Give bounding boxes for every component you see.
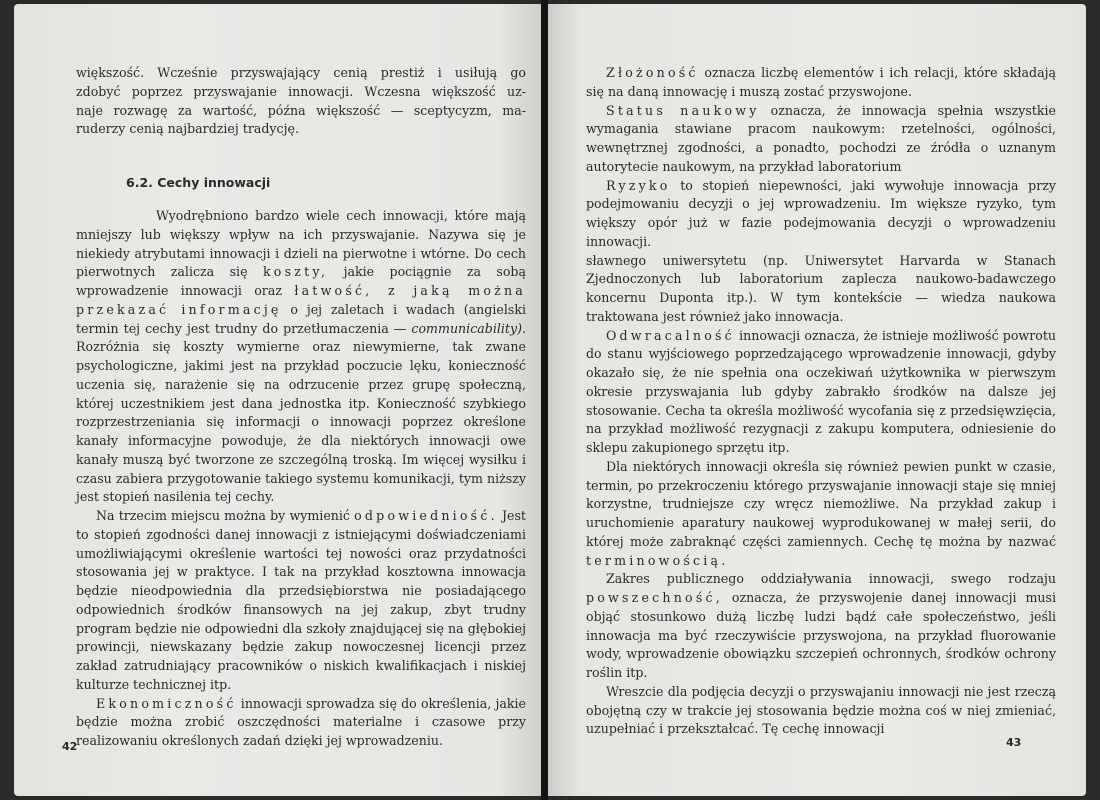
paragraph-text: oznacza, że innowacja spełnia wszystkie wymagania stawiane pracom naukowym: rzetelności, ogólności, wewnętrznej zgodności, a ponadto, pochodzi ze źródła o uznanym autorytecie naukowym, na przykład laboratorium: [586, 102, 1056, 174]
term-suitability: odpowiedniość.: [354, 508, 498, 523]
paragraph-text: innowacji sprowadza się do określenia, jakie będzie można zrobić oszczędności materialne i czasowe przy realizowaniu określonych zadań dzięki jej wprowadzeniu.: [76, 695, 526, 748]
paragraph-text: Na trzecim miejscu można by wymienić: [96, 508, 350, 523]
paragraph-suitability: [76, 507, 526, 695]
paragraph-text: Dla niektórych innowacji określa się również pewien punkt w czasie, termin, po przekroczeniu którego przyswajanie innowacji staje się mniej korzystne, trudniejsze czy wręcz niemożliwe. Na przykład zakup i uruchomienie aparatury naukowej wyprodukowanej w małej serii, do której może zabraknąć części zamiennych. Cechę tę można by nazwać: [586, 458, 1056, 549]
page-number-left: 42: [62, 740, 78, 753]
paragraph-text: Wyodrębniono bardzo wiele cech innowacji, które mają mniejszy lub większy wpływ na ich przyswajanie. Nazywa się je niekiedy atrybutami innowacji i dzieli na pierwotne i wtórne. Do cech pierwotnych zalicza się: [76, 208, 526, 280]
section-heading: 6.2. Cechy innowacji: [126, 175, 271, 190]
paragraph-text: jakie pociągnie za sobą wprowadzenie innowacji oraz: [76, 264, 526, 298]
paragraph-continuation: sławnego uniwersytetu (np. Uniwersytet Harvarda w Stanach Zjednoczonych lub laboratorium zaplecza naukowo-badawczego koncernu Duponta itp.). W tym kontekście — wiedza naukowa traktowana jest również jako innowacja.: [586, 252, 1056, 324]
paragraph-text: Zakres publicznego oddziaływania innowacji, swego rodzaju: [606, 571, 1056, 587]
page-number-right: 43: [1006, 736, 1022, 749]
english-term: communicability).: [411, 320, 526, 336]
intro-line: ruderzy cenią najbardziej tradycję.: [76, 121, 299, 137]
left-page: [14, 4, 541, 796]
paragraph-reversibility: [586, 327, 1056, 458]
right-page: [548, 4, 1086, 796]
paragraph-text: Rozróżnia się koszty wymierne oraz niewymierne, tak zwane psychologiczne, jakimi jest na przykład poczucie lęku, konieczność uczenia się, narażenie się na odrzucenie przez grupę społeczną, której uczestnikiem jest dana jednostka itp. Konieczność szybkiego rozprzestrzeniania się informacji o innowacji poprzez określone kanały informacyjne powoduje, że dla niektórych innowacji owe kanały muszą być tworzone ze szczególną troską. Im więcej wysiłku i czasu zabiera przygotowanie takiego systemu komunikacji, tym niższy jest stopień nasilenia tej cechy.: [76, 339, 526, 505]
intro-line: zdobyć poprzez przyswajanie innowacji. Wczesna większość uz-: [76, 83, 526, 99]
paragraph-text: oznacza liczbę elementów i ich relacji, które składają się na daną innowację i muszą zostać przyswojone.: [586, 65, 1056, 99]
paragraph-text: Jest to stopień zgodności danej innowacji z istniejącymi doświadczeniami umożliwiającymi określenie wartości tej nowości oraz przydatności stosowania jej w praktyce. I tak na przykład kosztowna innowacja będzie nieodpowiednia dla przedsiębiorstwa nie posiadającego odpowiednich środków finansowych na jej zakup, zbyt trudny program będzie nie odpowiedni dla szkoły znajdującej się na głębokiej prowincji, niewskazany będzie zakup nowoczesnej licencji przez zakład zatrudniający pracowników o niskich kwalifikacjach i niskiej kulturze technicznej itp.: [76, 508, 526, 692]
term-universality: powszechność,: [586, 590, 723, 605]
paragraph-text: oznacza, że przyswojenie danej innowacji musi objąć stosunkowo dużą liczbę ludzi bądź całe społeczeństwo, jeśli innowacja ma być rzeczywiście przyswojona, na przykład fluorowanie wody, wprowadzenie obowiązku szczepień ochronnych, środków ochrony roślin itp.: [586, 590, 1056, 680]
intro-line: większość. Wcześnie przyswajający cenią prestiż i usiłują go: [76, 65, 526, 80]
paragraph-universality: [586, 570, 1056, 683]
section-heading-block: [126, 174, 426, 193]
intro-line: naje rozwagę za wartość, późna większość — sceptycyzm, ma-: [76, 102, 526, 118]
term-economy: Ekonomiczność: [96, 695, 237, 711]
paragraph-scientific-status: [586, 102, 1056, 177]
term-communicability: łatwość, z jaką można przekazać informację: [76, 283, 526, 317]
left-page-body: [76, 207, 526, 751]
term-costs: koszty,: [262, 264, 329, 280]
paragraph-risk: [586, 177, 1056, 252]
term-reversibility: Odwracalność: [606, 327, 735, 343]
term-scientific-status: Status naukowy: [606, 102, 760, 118]
paragraph-economy: [76, 695, 526, 751]
left-page-intro: [76, 64, 526, 139]
paragraph-complexity: [586, 64, 1056, 102]
book-gutter: [541, 0, 548, 800]
paragraph-modifiability: Wreszcie dla podjęcia decyzji o przyswajaniu innowacji nie jest rzeczą obojętną czy w trakcie jej stosowania będzie można coś w niej zmieniać, uzupełniać i przekształcać. Tę cechę innowacji: [586, 683, 1056, 737]
paragraph-timeliness: [586, 458, 1056, 571]
term-risk: Ryzyko: [606, 177, 671, 193]
paragraph-text: innowacji oznacza, że istnieje możliwość powrotu do stanu wyjściowego poprzedzającego wprowadzenie innowacji, gdyby okazało się, że nie spełnia ona oczekiwań użytkownika w pierwszym okresie przyswajania lub gdyby zabrakło środków na dalsze jej stosowanie. Cecha ta określa możliwość wycofania się z przedsięwzięcia, na przykład możliwość rezygnacji z zakupu komputera, odniesienie do sklepu zakupionego sprzętu itp.: [586, 327, 1056, 455]
paragraph-text: o jej zaletach i wadach (angielski termin tej cechy jest trudny do przetłumaczenia —: [76, 301, 526, 336]
paragraph-attributes: [76, 207, 526, 507]
right-page-body: [586, 64, 1056, 739]
paragraph-text: to stopień niepewności, jaki wywołuje innowacja przy podejmowaniu decyzji o jej wprowadzeniu. Im większe ryzyko, tym większy opór już w fazie podejmowania decyzji o wprowadzeniu innowacji.: [586, 177, 1056, 249]
term-timeliness: terminowością.: [586, 552, 729, 568]
term-complexity: Złożoność: [606, 65, 699, 80]
